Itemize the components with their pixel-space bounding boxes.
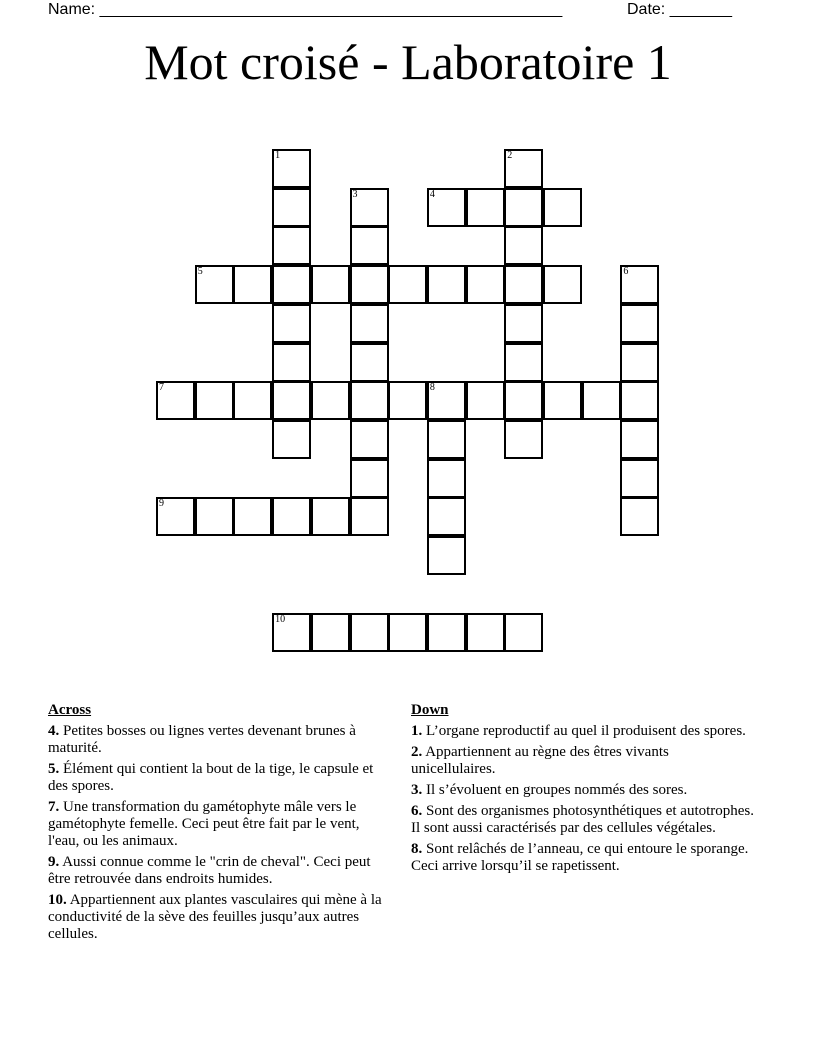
grid-cell[interactable]: [466, 188, 505, 227]
grid-cell[interactable]: [388, 265, 427, 304]
grid-cell[interactable]: [504, 420, 543, 459]
grid-cell[interactable]: [427, 188, 466, 227]
grid-cell[interactable]: [620, 304, 659, 343]
clue-text: Sont des organismes photosynthétiques et autotrophes. Il sont aussi caractérisés par des cellules végétales.: [411, 803, 755, 836]
grid-cell[interactable]: [504, 149, 543, 188]
grid-cell[interactable]: [272, 265, 311, 304]
clue-number-label: 7: [159, 382, 164, 394]
clue-text: Aussi connue comme le "crin de cheval". Ceci peut être retrouvée dans endroits humides.: [48, 854, 371, 887]
grid-cell[interactable]: [272, 304, 311, 343]
grid-cell[interactable]: [272, 343, 311, 382]
grid-cell[interactable]: [195, 497, 234, 536]
grid-cell[interactable]: [350, 226, 389, 265]
grid-cell[interactable]: [350, 304, 389, 343]
grid-cell[interactable]: [311, 381, 350, 420]
grid-cell[interactable]: [311, 265, 350, 304]
clue-number-label: 1: [275, 150, 281, 161]
down-clue-8: [411, 841, 756, 875]
grid-cell[interactable]: [272, 613, 311, 652]
grid-cell[interactable]: [272, 188, 311, 227]
grid-cell[interactable]: [504, 613, 543, 652]
clue-text: Une transformation du gamétophyte mâle vers le gamétophyte femelle. Ceci peut être fait par le vent, l'eau, ou les animaux.: [48, 799, 360, 849]
across-clue-4: [48, 723, 393, 757]
clue-text: Il s’évoluent en groupes nommés des sores.: [426, 782, 688, 798]
clue-number: 4.: [48, 723, 60, 739]
grid-cell[interactable]: [311, 613, 350, 652]
grid-cell[interactable]: [350, 381, 389, 420]
grid-cell[interactable]: [543, 188, 582, 227]
clue-number: 5.: [48, 761, 60, 777]
clue-text: Sont relâchés de l’anneau, ce qui entoure le sporange. Ceci arrive lorsqu’il se rapetissent.: [411, 841, 749, 874]
across-heading: Across: [48, 702, 92, 718]
clue-number: 2.: [411, 744, 423, 760]
grid-cell[interactable]: [504, 304, 543, 343]
grid-cell[interactable]: [543, 381, 582, 420]
grid-cell[interactable]: [272, 497, 311, 536]
grid-cell[interactable]: [272, 149, 311, 188]
clue-number-label: 8: [429, 382, 435, 394]
across-clue-10: [48, 892, 393, 943]
grid-cell[interactable]: [620, 265, 659, 304]
grid-cell[interactable]: [350, 613, 389, 652]
clue-number-label: 6: [623, 266, 629, 278]
down-clue-2: [411, 744, 756, 778]
clue-number: 8.: [411, 841, 423, 857]
clue-text: Petites bosses ou lignes vertes devenant brunes à maturité.: [48, 723, 356, 756]
grid-cell[interactable]: [504, 188, 543, 227]
grid-cell[interactable]: [195, 265, 234, 304]
grid-cell[interactable]: [620, 343, 659, 382]
grid-cell[interactable]: [272, 226, 311, 265]
grid-cell[interactable]: [427, 420, 466, 459]
grid-cell[interactable]: [504, 343, 543, 382]
grid-cell[interactable]: [350, 343, 389, 382]
clue-text: Élément qui contient la bout de la tige, le capsule et des spores.: [48, 761, 374, 794]
grid-cell[interactable]: [620, 381, 659, 420]
down-clues: [411, 702, 756, 879]
down-clue-3: [411, 782, 756, 799]
across-clue-9: [48, 854, 393, 888]
grid-cell[interactable]: [427, 497, 466, 536]
grid-cell[interactable]: [504, 265, 543, 304]
down-clue-1: [411, 723, 756, 740]
across-clues: [48, 702, 393, 947]
grid-cell[interactable]: [427, 265, 466, 304]
clue-number-label: 3: [352, 188, 358, 200]
clue-number: 7.: [48, 799, 60, 815]
across-clue-5: [48, 761, 393, 795]
grid-cell[interactable]: [350, 188, 389, 227]
clue-number-label: 10: [275, 614, 286, 626]
grid-cell[interactable]: [350, 265, 389, 304]
grid-cell[interactable]: [427, 536, 466, 575]
clue-number-label: 4: [429, 188, 435, 200]
clue-number-label: 5: [197, 266, 203, 278]
name-field-label: Name: ____________________________________________________: [48, 1, 563, 18]
clue-number: 10.: [48, 892, 67, 908]
grid-cell[interactable]: [466, 381, 505, 420]
grid-cell[interactable]: [466, 265, 505, 304]
clue-text: L’organe reproductif au quel il produisent des spores.: [426, 723, 746, 739]
down-heading: Down: [411, 702, 449, 718]
grid-cell[interactable]: [620, 459, 659, 498]
down-clue-6: [411, 803, 756, 837]
grid-cell[interactable]: [504, 381, 543, 420]
clue-number: 6.: [411, 803, 423, 819]
grid-cell[interactable]: [350, 497, 389, 536]
grid-cell[interactable]: [620, 420, 659, 459]
grid-cell[interactable]: [195, 381, 234, 420]
across-clue-7: [48, 799, 393, 850]
grid-cell[interactable]: [233, 265, 272, 304]
grid-cell[interactable]: [466, 613, 505, 652]
grid-cell[interactable]: [427, 459, 466, 498]
grid-cell[interactable]: [272, 420, 311, 459]
grid-cell[interactable]: [272, 381, 311, 420]
clue-number: 1.: [411, 723, 423, 739]
grid-cell[interactable]: [311, 497, 350, 536]
grid-cell[interactable]: [350, 420, 389, 459]
grid-cell[interactable]: [156, 381, 195, 420]
clue-number: 3.: [411, 782, 423, 798]
page-title: Mot croisé - Laboratoire 1: [144, 34, 672, 90]
clue-number: 9.: [48, 854, 60, 870]
clue-text: Appartiennent aux plantes vasculaires qui mène à la conductivité de la sève des feuilles jusqu’aux autres cellules.: [48, 892, 382, 942]
grid-cell[interactable]: [582, 381, 621, 420]
grid-cell[interactable]: [427, 613, 466, 652]
grid-cell[interactable]: [504, 226, 543, 265]
clue-text: Appartiennent au règne des êtres vivants unicellulaires.: [411, 744, 669, 777]
grid-cell[interactable]: [156, 497, 195, 536]
date-field-label: Date: _______: [627, 1, 732, 18]
grid-cell[interactable]: [388, 381, 427, 420]
grid-cell[interactable]: [543, 265, 582, 304]
grid-cell[interactable]: [233, 497, 272, 536]
grid-cell[interactable]: [427, 381, 466, 420]
grid-cell[interactable]: [620, 497, 659, 536]
grid-cell[interactable]: [350, 459, 389, 498]
grid-cell[interactable]: [388, 613, 427, 652]
grid-cell[interactable]: [233, 381, 272, 420]
clue-number-label: 2: [507, 150, 513, 161]
clue-number-label: 9: [159, 498, 164, 510]
